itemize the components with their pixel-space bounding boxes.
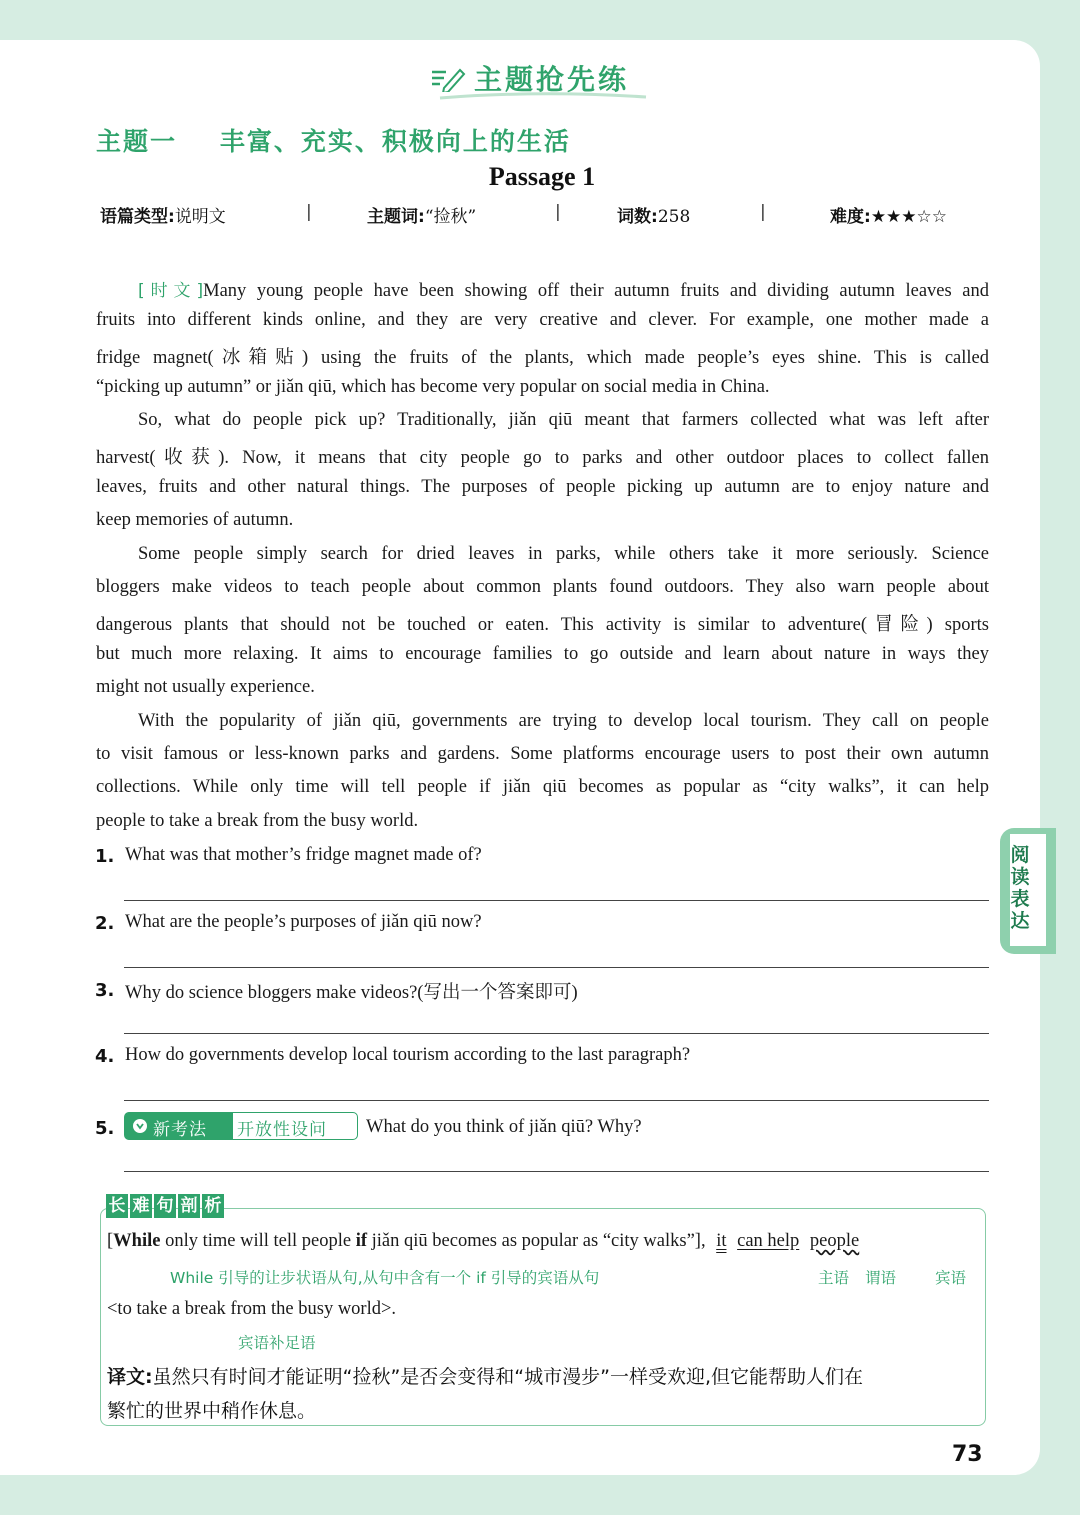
analysis-tag: 难 xyxy=(130,1194,152,1218)
bulb-icon xyxy=(132,1118,148,1134)
analysis-sentence-line-2: <to take a break from the busy world>. xyxy=(107,1299,397,1319)
section-header xyxy=(430,58,660,98)
gloss-subject: 主语 xyxy=(818,1269,850,1287)
difficulty-meta: 难度:★★★☆☆ xyxy=(830,207,948,227)
answer-line-5[interactable] xyxy=(124,1171,989,1172)
translation-line-1: 译文:虽然只有时间才能证明“捡秋”是否会变得和“城市漫步”一样受欢迎,但它能帮助人们在 xyxy=(107,1366,864,1388)
question-text: What was that mother’s fridge magnet made of? xyxy=(125,845,482,865)
passage-line: people to take a break from the busy world. xyxy=(96,811,419,831)
question-number: 1. xyxy=(95,846,115,867)
passage-line: collections. While only time will tell people if jiǎn qiū becomes as popular as “city walks”, it can help xyxy=(96,777,989,797)
passage-line: keep memories of autumn. xyxy=(96,510,294,530)
passage-line: Some people simply search for dried leaves in parks, while others take it more seriously. Science xyxy=(138,544,989,564)
news-tag: [时文] xyxy=(138,281,204,301)
question-text: What do you think of jiǎn qiū? Why? xyxy=(366,1117,642,1137)
answer-line-4[interactable] xyxy=(124,1100,989,1101)
section-title: 主题抢先练 xyxy=(474,63,630,96)
passage-line: leaves, fruits and other natural things. The purposes of people picking up autumn are to enjoy nature and xyxy=(96,477,989,497)
passage-line: to visit famous or less-known parks and gardens. Some platforms encourage users to post their own autumn xyxy=(96,744,989,764)
analysis-tag: 句 xyxy=(154,1194,176,1218)
analysis-tags xyxy=(106,1194,226,1218)
passage-line: “picking up autumn” or jiǎn qiū, which has become very popular on social media in China. xyxy=(96,377,770,397)
question-number: 4. xyxy=(95,1046,115,1067)
passage-line: dangerous plants that should not be touched or eaten. This activity is similar to adventure(冒险) sports xyxy=(96,615,989,635)
analysis-tag: 析 xyxy=(202,1194,224,1218)
badge-right-label: 开放性设问 xyxy=(237,1120,327,1140)
new-exam-badge xyxy=(124,1112,358,1140)
meta-separator: | xyxy=(760,202,766,222)
passage-meta-row xyxy=(100,202,990,232)
passage-title: Passage 1 xyxy=(488,162,596,191)
side-tab[interactable] xyxy=(1000,828,1056,954)
gloss-predicate: 谓语 xyxy=(865,1269,897,1287)
gloss-complement: 宾语补足语 xyxy=(238,1334,316,1352)
question-text: What are the people’s purposes of jiǎn qiū now? xyxy=(125,912,482,932)
passage-line: So, what do people pick up? Traditionally, jiǎn qiū meant that farmers collected what was left after xyxy=(138,410,989,430)
passage-line: but much more relaxing. It aims to encourage families to go outside and learn about nature in ways they xyxy=(96,644,989,664)
passage-line: With the popularity of jiǎn qiū, governments are trying to develop local tourism. They call on people xyxy=(138,711,989,731)
genre-meta: 语篇类型:说明文 xyxy=(100,207,226,227)
passage-line: bloggers make videos to teach people about common plants found outdoors. They also warn people about xyxy=(96,577,989,597)
meta-separator: | xyxy=(555,202,561,222)
badge-left-label: 新考法 xyxy=(153,1120,207,1140)
gloss-clause: While 引导的让步状语从句,从句中含有一个 if 引导的宾语从句 xyxy=(170,1269,600,1287)
question-text: How do governments develop local tourism according to the last paragraph? xyxy=(125,1045,691,1065)
meta-separator: | xyxy=(306,202,312,222)
question-number: 2. xyxy=(95,913,115,934)
translation-line-2: 繁忙的世界中稍作休息。 xyxy=(107,1400,317,1422)
page-number: 73 xyxy=(952,1442,983,1467)
passage-line: fridge magnet(冰箱贴) using the fruits of the plants, which made people’s eyes shine. This is called xyxy=(96,348,989,368)
pencil-icon xyxy=(430,66,466,92)
answer-line-1[interactable] xyxy=(124,900,989,901)
passage-line: [时文]Many young people have been showing off their autumn fruits and dividing autumn leaves and xyxy=(138,281,990,301)
answer-line-2[interactable] xyxy=(124,967,989,968)
keyword-meta: 主题词:“捡秋” xyxy=(367,207,477,227)
theme-title: 主题一 丰富、充实、积极向上的生活 xyxy=(96,127,571,156)
question-number: 3. xyxy=(95,980,115,1001)
passage-line: harvest(收获). Now, it means that city people go to parks and other outdoor places to collect fallen xyxy=(96,448,989,468)
passage-line: fruits into different kinds online, and they are very creative and clever. For example, one mother made a xyxy=(96,310,989,330)
side-tab-label: 阅读表达 xyxy=(1010,844,1030,932)
answer-line-3[interactable] xyxy=(124,1033,989,1034)
analysis-tag: 剖 xyxy=(178,1194,200,1218)
gloss-object: 宾语 xyxy=(935,1269,967,1287)
wordcount-meta: 词数:258 xyxy=(617,207,691,227)
analysis-sentence-line-1: [While only time will tell people if jiǎn qiū becomes as popular as “city walks”], it can help people xyxy=(107,1231,860,1251)
analysis-tag: 长 xyxy=(106,1194,128,1218)
passage-line: might not usually experience. xyxy=(96,677,315,697)
question-number: 5. xyxy=(95,1118,115,1139)
title-underline-swoosh xyxy=(430,92,650,102)
question-text: Why do science bloggers make videos?(写出一个答案即可) xyxy=(125,983,578,1003)
